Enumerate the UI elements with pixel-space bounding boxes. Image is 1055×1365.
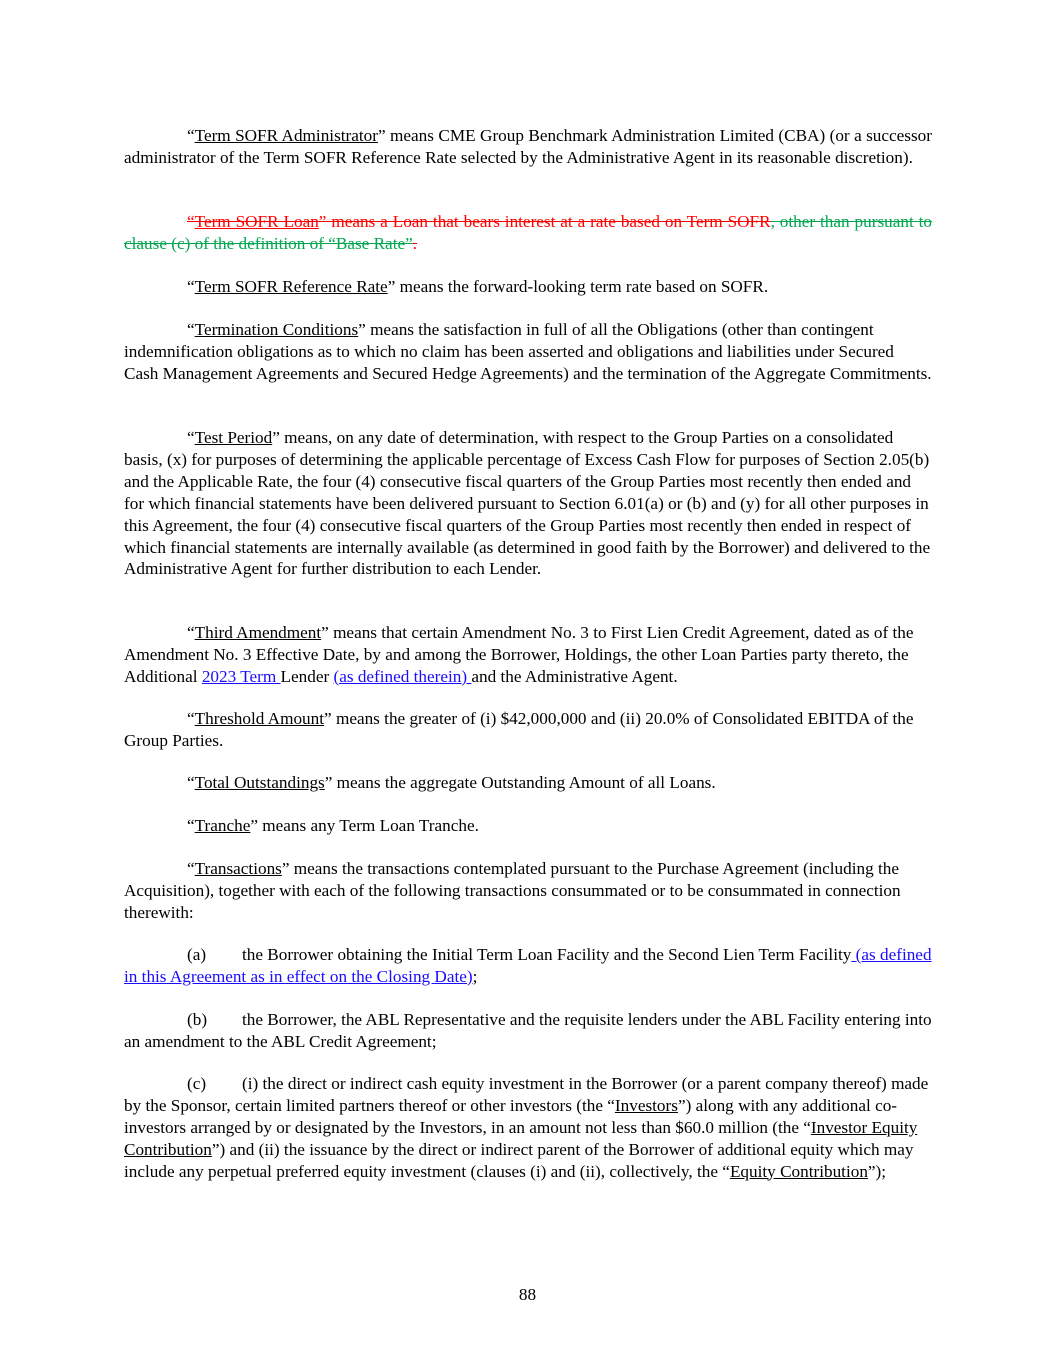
definition-term-sofr-loan-deleted: “Term SOFR Loan” means a Loan that bears interest at a rate based on Term SOFR, other than pursuant to clause (c) of the definition of “Base Rate”. (124, 212, 933, 253)
defined-term: Tranche (194, 816, 251, 835)
definition-termination-conditions: “Termination Conditions” means the satisfaction in full of all the Obligations (other than contingent indemnification obligations as to which no claim has been asserted and obligations and liabilities under Secured Cash Management Agreements and Secured Hedge Agreements) and the termination of the Aggregate Commitments. (124, 320, 932, 383)
clause-label: (a) (187, 945, 207, 964)
definition-term-sofr-administrator: “Term SOFR Administrator” means CME Group Benchmark Administration Limited (CBA) (or a successor administrator of the Term SOFR Reference Rate selected by the Administrative Agent in its reasonable discretion). (124, 126, 932, 167)
defined-term: Term SOFR Administrator (194, 126, 378, 145)
definition-total-outstandings: “Total Outstandings” means the aggregate Outstanding Amount of all Loans. (187, 773, 716, 792)
clause-item-c: (c) (i) the direct or indirect cash equity investment in the Borrower (or a parent company thereof) made by the Sponsor, certain limited partners thereof or other investors (the “Investors”) along with any additional co-investors arranged by or designated by the Investors, in an amount not less than $60.0 million (the “Investor Equity Contribution”) and (ii) the issuance by the direct or indirect parent of the Borrower of additional equity which may include any perpetual preferred equity investment (clauses (i) and (ii), collectively, the “Equity Contribution”); (124, 1074, 929, 1181)
defined-term: Termination Conditions (194, 320, 359, 339)
clause-label: (c) (187, 1074, 207, 1093)
clause-label: (b) (187, 1010, 208, 1029)
defined-term: Threshold Amount (194, 709, 325, 728)
definition-tranche: “Tranche” means any Term Loan Tranche. (187, 816, 479, 835)
page-number: 88 (518, 1285, 537, 1304)
definition-threshold-amount: “Threshold Amount” means the greater of (i) $42,000,000 and (ii) 20.0% of Consolidated EBITDA of the Group Parties. (124, 709, 914, 750)
definition-transactions: “Transactions” means the transactions contemplated pursuant to the Purchase Agreement (including the Acquisition), together with each of the following transactions consummated or to be consummated in connection therewith: (124, 859, 901, 922)
inserted-text-link[interactable]: (as defined therein) (333, 666, 472, 686)
deleted-text: “Term SOFR Loan” means a Loan that bears interest at a rate based on Term SOFR (187, 212, 771, 231)
defined-term: Investor Equity Contribution (124, 1117, 918, 1159)
definition-test-period: “Test Period” means, on any date of determination, with respect to the Group Parties on a consolidated basis, (x) for purposes of determining the applicable percentage of Excess Cash Flow for purposes of Section 2.05(b) and the Applicable Rate, the four (4) consecutive fiscal quarters of the Group Parties most recently then ended and for which financial statements have been delivered pursuant to Section 6.01(a) or (b) and (y) for all other purposes in this Agreement, the four (4) consecutive fiscal quarters of the Group Parties most recently then ended in respect of which financial statements are internally available (as determined in good faith by the Borrower) and delivered to the Administrative Agent for further distribution to each Lender. (124, 428, 931, 579)
deleted-moved-text: , other than pursuant to clause (c) of the definition of “Base Rate” (124, 212, 933, 253)
defined-term: Investors (614, 1095, 678, 1115)
clause-item-b: (b) the Borrower, the ABL Representative and the requisite lenders under the ABL Facility entering into an amendment to the ABL Credit Agreement; (124, 1010, 932, 1051)
defined-term: Term SOFR Reference Rate (194, 277, 388, 296)
definition-term-sofr-reference-rate: “Term SOFR Reference Rate” means the forward-looking term rate based on SOFR. (187, 277, 769, 296)
defined-term: Test Period (194, 428, 273, 447)
defined-term: Equity Contribution (729, 1161, 868, 1181)
defined-term: Third Amendment (194, 623, 322, 642)
inserted-text-link[interactable]: (as defined in this Agreement as in effect on the Closing Date) (124, 945, 932, 986)
defined-term: Total Outstandings (194, 773, 325, 792)
clause-item-a: (a) the Borrower obtaining the Initial Term Loan Facility and the Second Lien Term Facility (as defined in this Agreement as in effect on the Closing Date); (124, 945, 932, 986)
definition-third-amendment: “Third Amendment” means that certain Amendment No. 3 to First Lien Credit Agreement, dated as of the Amendment No. 3 Effective Date, by and among the Borrower, Holdings, the other Loan Parties party thereto, the Additional 2023 Term Lender (as defined therein) and the Administrative Agent. (124, 623, 914, 686)
defined-term: Transactions (194, 859, 282, 878)
inserted-text-link[interactable]: 2023 Term (201, 666, 281, 686)
